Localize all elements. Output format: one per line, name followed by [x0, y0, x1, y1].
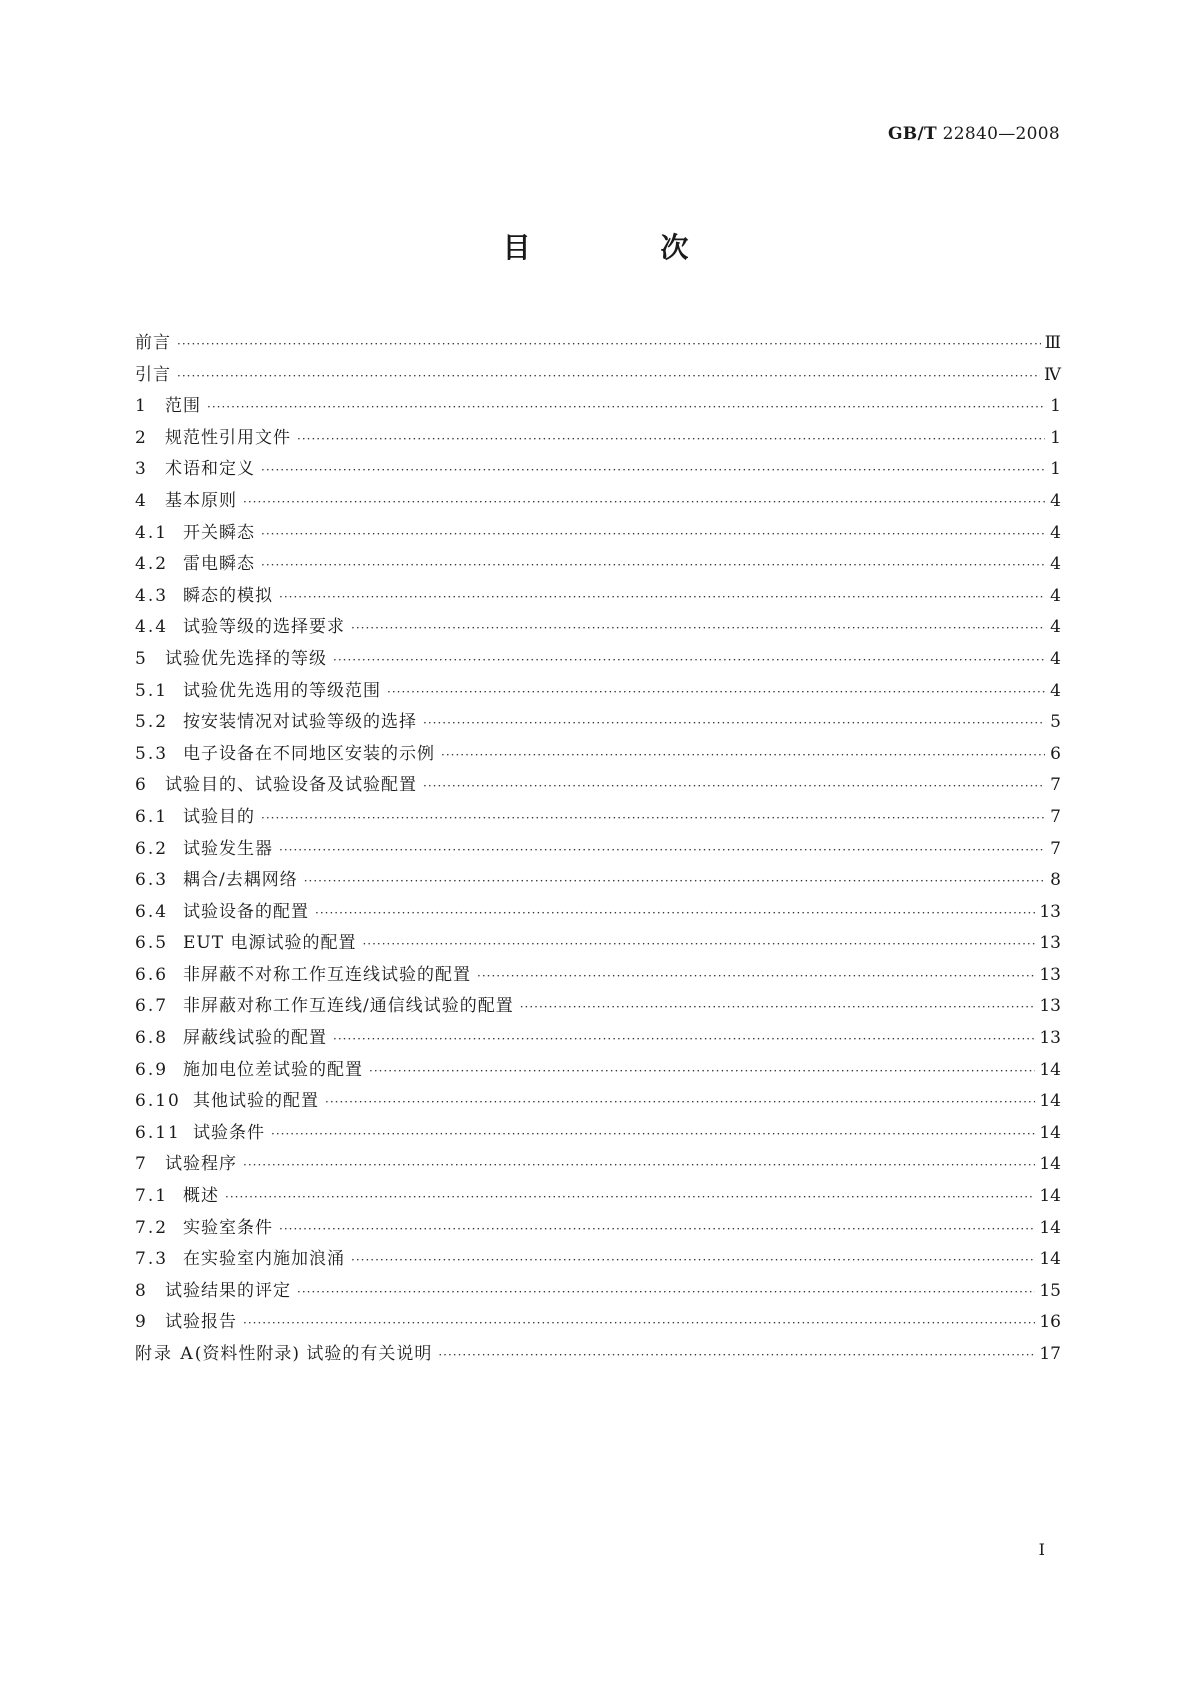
toc-entry-page: 4	[1050, 585, 1061, 606]
toc-entry-number: 7	[135, 1154, 148, 1175]
toc-entry-page: 5	[1050, 712, 1061, 733]
dot-leader	[441, 748, 1045, 762]
toc-entry-page: 14	[1039, 1186, 1061, 1207]
toc-entry-number: 3	[135, 459, 148, 480]
toc-entry[interactable]	[135, 834, 1061, 866]
toc-entry-number: 5.3	[135, 743, 169, 764]
toc-entry-label: 试验发生器	[183, 838, 273, 859]
toc-entry-number: 6.3	[135, 870, 169, 891]
toc-entry[interactable]	[135, 486, 1061, 518]
toc-entry-label: 试验等级的选择要求	[183, 617, 345, 638]
dot-leader	[261, 527, 1045, 541]
toc-entry-label: 试验优先选择的等级	[165, 648, 327, 669]
toc-entry[interactable]	[135, 676, 1061, 708]
toc-entry-page: 1	[1050, 427, 1061, 448]
toc-entry-page: 4	[1050, 522, 1061, 543]
toc-entry-label: 在实验室内施加浪涌	[183, 1249, 345, 1270]
toc-entry-label: 耦合/去耦网络	[183, 870, 298, 891]
toc-entry-label: 范围	[165, 396, 201, 417]
toc-entry[interactable]	[135, 612, 1061, 644]
toc-entry-page: 14	[1039, 1091, 1061, 1112]
toc-entry-page: 14	[1039, 1249, 1061, 1270]
toc-entry[interactable]	[135, 865, 1061, 897]
dot-leader	[225, 1190, 1035, 1204]
page-number: I	[1038, 1540, 1045, 1559]
toc-entry-page: 14	[1039, 1217, 1061, 1238]
toc-entry-label: (资料性附录) 试验的有关说明	[194, 1344, 433, 1364]
toc-entry-page: 1	[1050, 459, 1061, 480]
toc-entry[interactable]	[135, 644, 1061, 676]
toc-entry[interactable]	[135, 454, 1061, 486]
dot-leader	[333, 1032, 1035, 1046]
toc-entry-page: 14	[1039, 1122, 1061, 1143]
dot-leader	[362, 937, 1035, 951]
standard-prefix: GB/T	[887, 124, 937, 144]
toc-entry-page: 13	[1039, 933, 1061, 954]
toc-entry-number: 7.1	[135, 1186, 169, 1207]
dot-leader	[333, 653, 1045, 667]
toc-entry-number: 8	[135, 1280, 148, 1301]
dot-leader	[438, 1348, 1035, 1362]
toc-entry-number: 附录 A	[135, 1344, 195, 1364]
toc-entry[interactable]	[135, 960, 1061, 992]
toc-entry-number: 2	[135, 427, 148, 448]
toc-entry[interactable]	[135, 1339, 1061, 1371]
toc-entry[interactable]	[135, 897, 1061, 929]
toc-entry-number: 6.6	[135, 964, 169, 985]
dot-leader	[477, 969, 1035, 983]
toc-entry-page: Ⅲ	[1044, 333, 1061, 353]
toc-entry-number: 6	[135, 775, 148, 796]
toc-entry-label: 概述	[183, 1186, 219, 1207]
toc-entry-label: 非屏蔽对称工作互连线/通信线试验的配置	[183, 996, 514, 1017]
toc-entry-number: 6.4	[135, 901, 169, 922]
dot-leader	[261, 558, 1045, 572]
toc-entry-label: 试验设备的配置	[183, 901, 309, 922]
toc-entry-number: 7.2	[135, 1217, 169, 1238]
toc-entry-number: 5	[135, 648, 148, 669]
toc-entry-number: 6.5	[135, 933, 169, 954]
toc-entry[interactable]	[135, 802, 1061, 834]
toc-entry-page: 17	[1039, 1344, 1061, 1364]
toc-entry-number: 6.10	[135, 1091, 181, 1112]
toc-entry-number: 5.1	[135, 680, 169, 701]
toc-entry-page: Ⅳ	[1044, 364, 1061, 385]
dot-leader	[243, 1316, 1035, 1330]
toc-entry[interactable]	[135, 770, 1061, 802]
toc-entry-page: 4	[1050, 648, 1061, 669]
toc-entry-label: 电子设备在不同地区安装的示例	[183, 743, 435, 764]
toc-entry-number: 6.9	[135, 1059, 169, 1080]
toc-entry-label: 术语和定义	[165, 459, 255, 480]
toc-entry-page: 7	[1050, 775, 1061, 796]
toc-entry[interactable]	[135, 739, 1061, 771]
toc-entry-label: 开关瞬态	[183, 522, 255, 543]
dot-leader	[325, 1095, 1035, 1109]
toc-entry[interactable]	[135, 1244, 1061, 1276]
toc-entry-label: 试验目的	[183, 806, 255, 827]
dot-leader	[304, 874, 1045, 888]
toc-entry-label: 基本原则	[165, 490, 237, 511]
toc-entry[interactable]	[135, 1213, 1061, 1245]
toc-entry-label: 试验程序	[165, 1154, 237, 1175]
toc-entry[interactable]	[135, 991, 1061, 1023]
dot-leader	[297, 432, 1045, 446]
dot-leader	[261, 811, 1045, 825]
dot-leader	[423, 779, 1045, 793]
toc-entry[interactable]	[135, 518, 1061, 550]
toc-entry-number: 4.2	[135, 554, 169, 575]
page-title: 目 次	[502, 231, 749, 264]
toc-entry-page: 16	[1039, 1312, 1061, 1333]
toc-entry-label: 按安装情况对试验等级的选择	[183, 712, 417, 733]
toc-entry-label: 前言	[135, 333, 171, 353]
toc-entry-number: 6.11	[135, 1122, 181, 1143]
toc-entry-label: 试验报告	[165, 1312, 237, 1333]
toc-entry-label: 非屏蔽不对称工作互连线试验的配置	[183, 964, 471, 985]
toc-entry-page: 13	[1039, 901, 1061, 922]
toc-entry-page: 14	[1039, 1059, 1061, 1080]
dot-leader	[279, 1222, 1035, 1236]
dot-leader	[423, 716, 1045, 730]
toc-entry-page: 13	[1039, 1028, 1061, 1049]
toc-entry[interactable]	[135, 707, 1061, 739]
toc-entry[interactable]	[135, 1118, 1061, 1150]
toc-entry-number: 4.4	[135, 617, 169, 638]
dot-leader	[243, 495, 1045, 509]
dot-leader	[177, 369, 1040, 383]
dot-leader	[207, 400, 1045, 414]
toc-entry-page: 7	[1050, 838, 1061, 859]
toc-entry-label: 规范性引用文件	[165, 427, 291, 448]
toc-entry-label: 屏蔽线试验的配置	[183, 1028, 327, 1049]
toc-entry[interactable]	[135, 423, 1061, 455]
standard-number: 22840—2008	[942, 124, 1060, 144]
toc-entry[interactable]	[135, 1055, 1061, 1087]
dot-leader	[520, 1000, 1036, 1014]
dot-leader	[351, 621, 1045, 635]
toc-entry-label: 试验优先选用的等级范围	[183, 680, 381, 701]
toc-entry-page: 1	[1050, 396, 1061, 417]
toc-entry-label: 试验条件	[193, 1122, 265, 1143]
toc-entry-label: 试验目的、试验设备及试验配置	[165, 775, 417, 796]
dot-leader	[279, 843, 1045, 857]
toc-entry[interactable]	[135, 1086, 1061, 1118]
toc-entry-page: 4	[1050, 490, 1061, 511]
toc-entry-page: 4	[1050, 680, 1061, 701]
toc-entry-label: 其他试验的配置	[193, 1091, 319, 1112]
toc-entry-page: 13	[1039, 964, 1061, 985]
dot-leader	[387, 685, 1045, 699]
toc-entry-number: 4	[135, 490, 148, 511]
toc-entry-page: 6	[1050, 743, 1061, 764]
toc-entry-label: 引言	[135, 364, 171, 385]
toc-entry[interactable]	[135, 391, 1061, 423]
toc-entry-number: 5.2	[135, 712, 169, 733]
toc-entry-number: 1	[135, 396, 148, 417]
dot-leader	[279, 590, 1045, 604]
dot-leader	[369, 1064, 1035, 1078]
toc-entry-page: 14	[1039, 1154, 1061, 1175]
table-of-contents	[135, 328, 1061, 1371]
dot-leader	[261, 463, 1045, 477]
toc-entry[interactable]	[135, 1276, 1061, 1308]
toc-entry-label: EUT 电源试验的配置	[183, 933, 357, 954]
toc-entry-number: 6.2	[135, 838, 169, 859]
toc-entry-label: 实验室条件	[183, 1217, 273, 1238]
toc-entry[interactable]	[135, 1023, 1061, 1055]
toc-entry[interactable]	[135, 928, 1061, 960]
toc-entry-label: 施加电位差试验的配置	[183, 1059, 363, 1080]
toc-entry-page: 7	[1050, 806, 1061, 827]
toc-entry[interactable]	[135, 360, 1061, 392]
dot-leader	[351, 1253, 1035, 1267]
toc-entry-number: 6.7	[135, 996, 169, 1017]
toc-entry-number: 7.3	[135, 1249, 169, 1270]
dot-leader	[297, 1285, 1035, 1299]
dot-leader	[271, 1127, 1035, 1141]
toc-entry[interactable]	[135, 549, 1061, 581]
standard-code	[888, 124, 1060, 144]
toc-entry-page: 4	[1050, 617, 1061, 638]
toc-entry-label: 试验结果的评定	[165, 1280, 291, 1301]
toc-entry-number: 4.1	[135, 522, 169, 543]
toc-entry-number: 9	[135, 1312, 148, 1333]
toc-entry-number: 4.3	[135, 585, 169, 606]
toc-entry-label: 瞬态的模拟	[183, 585, 273, 606]
toc-entry-page: 8	[1050, 870, 1061, 891]
toc-entry-label: 雷电瞬态	[183, 554, 255, 575]
toc-entry[interactable]	[135, 1181, 1061, 1213]
toc-entry[interactable]	[135, 1307, 1061, 1339]
toc-entry-number: 6.1	[135, 806, 169, 827]
dot-leader	[177, 337, 1041, 351]
toc-entry-page: 13	[1039, 996, 1061, 1017]
toc-entry[interactable]	[135, 328, 1061, 360]
toc-entry-number: 6.8	[135, 1028, 169, 1049]
toc-entry[interactable]	[135, 1149, 1061, 1181]
toc-entry-page: 15	[1039, 1280, 1061, 1301]
toc-entry-page: 4	[1050, 554, 1061, 575]
toc-entry[interactable]	[135, 581, 1061, 613]
dot-leader	[243, 1158, 1035, 1172]
dot-leader	[315, 906, 1035, 920]
